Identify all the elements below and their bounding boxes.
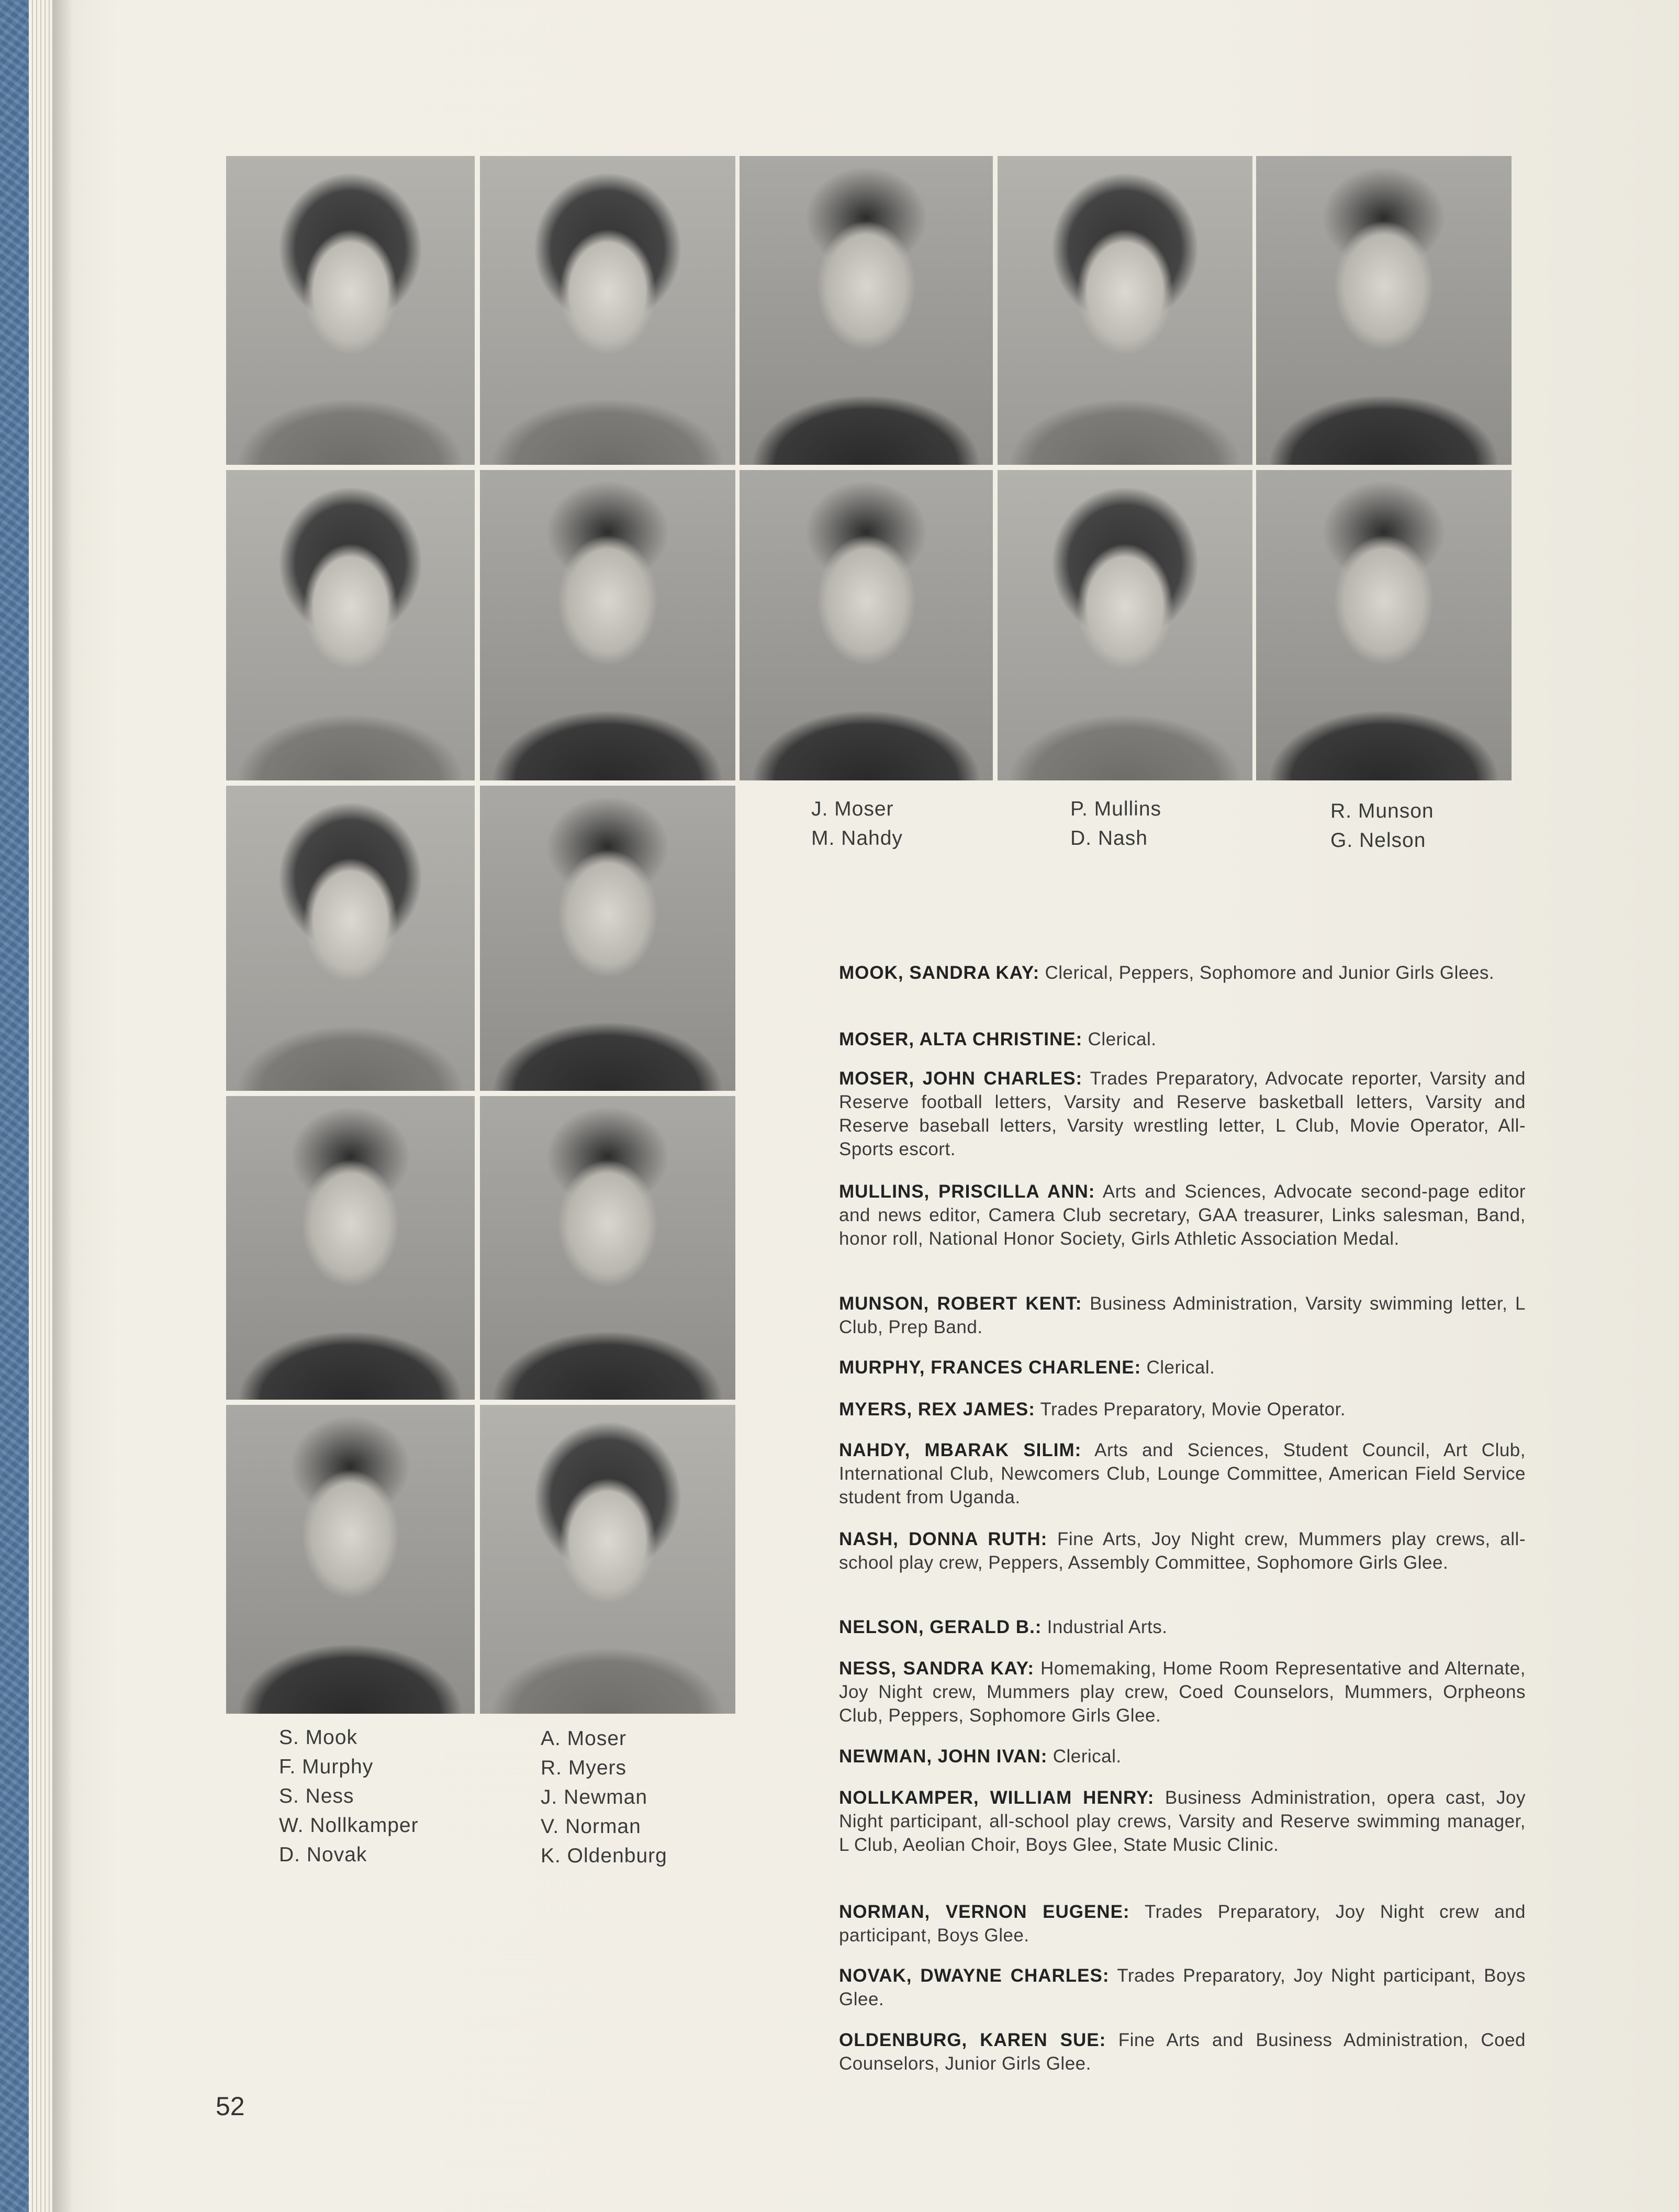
portrait-a-moser	[480, 156, 735, 465]
bio-name: NESS, SANDRA KAY:	[839, 1658, 1035, 1679]
caption-name: J. Moser	[811, 798, 894, 820]
portrait-r-myers	[480, 470, 735, 780]
caption-name: R. Munson	[1330, 800, 1434, 822]
caption-name: F. Murphy	[279, 1756, 374, 1778]
portrait-k-oldenburg	[480, 1405, 735, 1714]
caption-name: P. Mullins	[1070, 798, 1162, 820]
bio-name: OLDENBURG, KAREN SUE:	[839, 2030, 1106, 2050]
bio-entry	[839, 1292, 1526, 1339]
bio-entry	[839, 1745, 1526, 1768]
bio-name: NOVAK, DWAYNE CHARLES:	[839, 1965, 1110, 1986]
bio-text: Business Administration, Varsity swimming letter, L Club, Prep Band.	[839, 1293, 1526, 1337]
bio-name: MUNSON, ROBERT KENT:	[839, 1293, 1082, 1314]
caption-name: D. Nash	[1070, 827, 1148, 850]
caption-name: S. Ness	[279, 1785, 354, 1807]
bio-text: Trades Preparatory, Joy Night crew and participant, Boys Glee.	[839, 1902, 1526, 1946]
bio-text: Trades Preparatory, Joy Night participant, Boys Glee.	[839, 1965, 1526, 2009]
bio-entry	[839, 1657, 1526, 1727]
portrait-s-mook	[226, 156, 475, 465]
portrait-m-nahdy	[740, 470, 993, 780]
portrait-d-nash	[998, 470, 1252, 780]
portrait-g-nelson	[1256, 470, 1512, 780]
bio-text: Industrial Arts.	[1042, 1617, 1168, 1637]
caption-group-5	[541, 1724, 667, 1871]
page-number: 52	[216, 2092, 245, 2121]
bio-name: MOSER, ALTA CHRISTINE:	[839, 1029, 1083, 1049]
bio-entry	[839, 2028, 1526, 2075]
portrait-j-moser	[740, 156, 993, 465]
caption-name: J. Newman	[541, 1786, 648, 1808]
portrait-j-newman	[480, 786, 735, 1091]
bio-entry	[839, 961, 1526, 985]
bio-text: Clerical.	[1047, 1746, 1122, 1767]
portrait-f-murphy	[226, 470, 475, 780]
caption-group-4	[279, 1723, 419, 1870]
caption-name: M. Nahdy	[811, 827, 903, 850]
caption-name: S. Mook	[279, 1726, 358, 1749]
bio-text: Clerical.	[1082, 1029, 1157, 1049]
bio-entry	[839, 1356, 1526, 1379]
bio-entry	[839, 1615, 1526, 1639]
bio-name: MOOK, SANDRA KAY:	[839, 963, 1040, 983]
caption-name: R. Myers	[541, 1757, 626, 1779]
bio-entry	[839, 1398, 1526, 1421]
caption-name: V. Norman	[541, 1815, 641, 1838]
bio-entry	[839, 1900, 1526, 1947]
bio-entry	[839, 1438, 1526, 1509]
bio-text: Trades Preparatory, Movie Operator.	[1035, 1399, 1346, 1420]
bio-name: MULLINS, PRISCILLA ANN:	[839, 1181, 1095, 1202]
caption-group-3	[1330, 797, 1434, 855]
bio-name: NORMAN, VERNON EUGENE:	[839, 1902, 1130, 1922]
bio-text: Business Administration, opera cast, Joy Night participant, all-school play crews, Varsity and Reserve swimming manager, L Club, Aeolian Choir, Boys Glee, State Music Clinic.	[839, 1788, 1526, 1855]
bio-name: MOSER, JOHN CHARLES:	[839, 1068, 1083, 1089]
bio-text: Fine Arts and Business Administration, Coed Counselors, Junior Girls Glee.	[839, 2030, 1526, 2074]
bio-entry	[839, 1027, 1526, 1051]
caption-name: D. Novak	[279, 1844, 367, 1866]
portrait-s-ness	[226, 786, 475, 1091]
caption-name: K. Oldenburg	[541, 1845, 667, 1867]
bio-entry	[839, 1527, 1526, 1574]
portrait-w-nollkamper	[226, 1096, 475, 1400]
bio-name: NELSON, GERALD B.:	[839, 1617, 1042, 1637]
bio-name: MURPHY, FRANCES CHARLENE:	[839, 1357, 1141, 1378]
bio-text: Trades Preparatory, Advocate reporter, Varsity and Reserve football letters, Varsity and Reserve basketball letters, Varsity and Reserve baseball letters, Varsity wrestling letter, L Club, Movie Operator, All-Sports escort.	[839, 1068, 1526, 1159]
caption-name: W. Nollkamper	[279, 1814, 419, 1837]
bio-entry	[839, 1180, 1526, 1250]
bio-text: Arts and Sciences, Student Council, Art Club, International Club, Newcomers Club, Lounge Committee, American Field Service student from Uganda.	[839, 1440, 1526, 1507]
portrait-d-novak	[226, 1405, 475, 1714]
bio-name: NAHDY, MBARAK SILIM:	[839, 1440, 1082, 1460]
bio-name: NASH, DONNA RUTH:	[839, 1529, 1048, 1549]
caption-name: A. Moser	[541, 1727, 627, 1750]
portrait-p-mullins	[998, 156, 1252, 465]
bio-text: Clerical, Peppers, Sophomore and Junior Girls Glees.	[1039, 963, 1495, 983]
caption-name: G. Nelson	[1330, 829, 1426, 852]
bio-name: NEWMAN, JOHN IVAN:	[839, 1746, 1048, 1767]
caption-group-1	[811, 795, 903, 853]
bio-text: Clerical.	[1141, 1357, 1215, 1378]
portrait-r-munson	[1256, 156, 1512, 465]
bio-name: MYERS, REX JAMES:	[839, 1399, 1035, 1420]
binding-shadow	[52, 0, 73, 2212]
bio-entry	[839, 1964, 1526, 2011]
caption-group-2	[1070, 795, 1161, 853]
bio-text: Homemaking, Home Room Representative and Alternate, Joy Night crew, Mummers play crew, Coed Counselors, Mummers, Orpheons Club, Peppers, Sophomore Girls Glee.	[839, 1658, 1526, 1726]
bio-entry	[839, 1786, 1526, 1857]
bio-text: Arts and Sciences, Advocate second-page editor and news editor, Camera Club secretary, GAA treasurer, Links salesman, Band, honor roll, National Honor Society, Girls Athletic Association Medal.	[839, 1181, 1526, 1249]
bio-name: NOLLKAMPER, WILLIAM HENRY:	[839, 1788, 1155, 1808]
portrait-v-norman	[480, 1096, 735, 1400]
bio-entry	[839, 1067, 1526, 1161]
bio-text: Fine Arts, Joy Night crew, Mummers play crews, all-school play crew, Peppers, Assembly Committee, Sophomore Girls Glee.	[839, 1529, 1526, 1573]
